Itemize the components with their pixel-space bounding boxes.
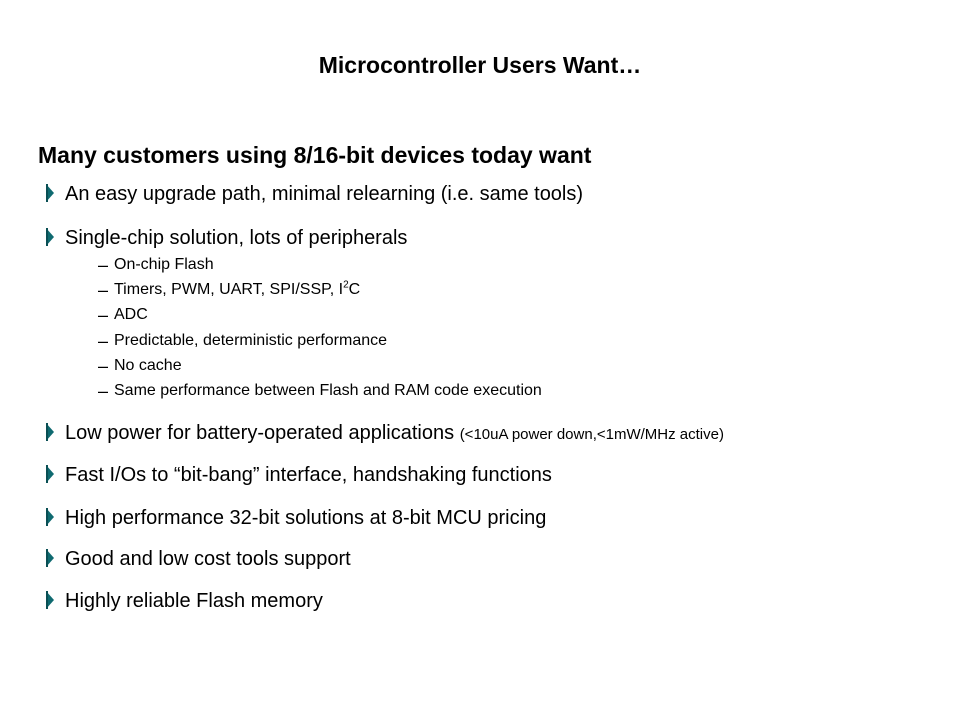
dash-icon: – — [98, 280, 109, 300]
sub-bullet-text: Timers, PWM, UART, SPI/SSP, $I^2C$ — [114, 279, 361, 298]
bullet-text: Low power for battery-operated applications (<10uA power down,<1mW/MHz active) — [65, 422, 724, 444]
bullet-text: Good and low cost tools support — [65, 548, 351, 570]
dash-icon: – — [98, 381, 109, 401]
dash-icon: – — [98, 305, 109, 325]
bullet-text: An easy upgrade path, minimal relearning (i.e. same tools) — [65, 183, 584, 205]
slide-title: Microcontroller Users Want… — [318, 52, 642, 78]
bullet-text: High performance 32-bit solutions at 8-bit MCU pricing — [65, 507, 547, 529]
bullet-arrow-icon — [44, 227, 56, 247]
sub-bullet-text: ADC — [114, 306, 148, 323]
bullet-arrow-icon — [44, 422, 56, 442]
section-heading: Many customers using 8/16-bit devices today want — [38, 142, 592, 168]
bullet-text: Highly reliable Flash memory — [65, 590, 323, 612]
dash-icon: – — [98, 356, 109, 376]
bullet-text: Single-chip solution, lots of peripherals — [65, 227, 408, 249]
sub-bullet-text: Same performance between Flash and RAM code execution — [114, 382, 542, 399]
sub-bullet-text: Predictable, deterministic performance — [114, 332, 388, 349]
sub-bullet-text: On-chip Flash — [114, 256, 214, 273]
bullet-arrow-icon — [44, 548, 56, 568]
dash-icon: – — [98, 255, 109, 275]
bullet-arrow-icon — [44, 464, 56, 484]
bullet-note: (<10uA power down,<1mW/MHz active) — [459, 426, 724, 443]
bullet-text: Fast I/Os to “bit-bang” interface, handshaking functions — [65, 464, 552, 486]
dash-icon: – — [98, 331, 109, 351]
bullet-arrow-icon — [44, 507, 56, 527]
superscript: 2 — [343, 279, 349, 291]
sub-bullet-text: No cache — [114, 357, 182, 374]
bullet-arrow-icon — [44, 590, 56, 610]
bullet-arrow-icon — [44, 183, 56, 203]
